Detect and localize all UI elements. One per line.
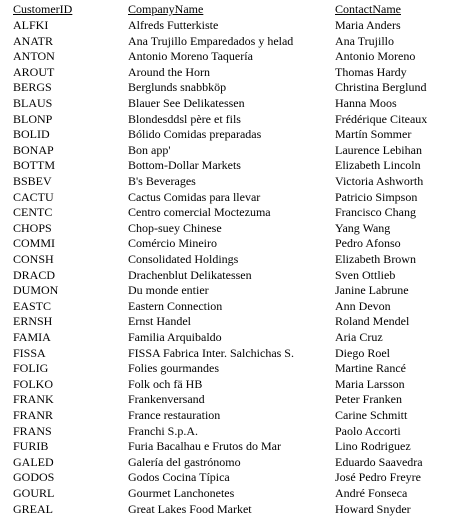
contact-name-cell: Laurence Lebihan (335, 142, 422, 157)
company-name-cell: Franchi S.p.A. (128, 423, 198, 438)
table-row (0, 298, 449, 314)
table-row (0, 251, 449, 267)
table-row (0, 345, 449, 361)
customer-id-cell: BONAP (13, 142, 54, 157)
table-row (0, 360, 449, 376)
customer-id-cell: BOLID (13, 127, 50, 142)
table-row (0, 189, 449, 205)
table-row (0, 391, 449, 407)
company-name-cell: Du monde entier (128, 283, 209, 298)
table-row (0, 173, 449, 189)
table-row (0, 220, 449, 236)
contact-name-cell: Elizabeth Lincoln (335, 158, 421, 173)
company-name-cell: Bólido Comidas preparadas (128, 127, 262, 142)
customer-id-cell: DUMON (13, 283, 59, 298)
table-row (0, 95, 449, 111)
customer-id-cell: ALFKI (13, 18, 49, 32)
customer-id-cell: CACTU (13, 189, 54, 204)
table-row (0, 267, 449, 283)
company-name-cell: Comércio Mineiro (128, 236, 217, 251)
contact-name-cell: Eduardo Saavedra (335, 454, 423, 469)
contact-name-cell: Martine Rancé (335, 361, 406, 376)
company-name-cell: Consolidated Holdings (128, 252, 239, 266)
customer-id-cell: BLAUS (13, 96, 53, 110)
customer-id-cell: FAMIA (13, 330, 51, 344)
customer-id-cell: GOURL (13, 486, 55, 500)
company-name-cell: Galería del gastrónomo (128, 454, 241, 469)
contact-name-cell: Patricio Simpson (335, 189, 418, 204)
table-row (0, 48, 449, 64)
company-name-cell: Ernst Handel (128, 314, 191, 329)
contact-name-cell: Antonio Moreno (335, 49, 416, 64)
column-header-customerid: CustomerID (13, 2, 73, 16)
table-row (0, 142, 449, 158)
contact-name-cell: José Pedro Freyre (335, 470, 421, 485)
contact-name-cell: Diego Roel (335, 345, 390, 360)
contact-name-cell: Carine Schmitt (335, 408, 408, 422)
company-name-cell: Centro comercial Moctezuma (128, 205, 271, 220)
contact-name-cell: Maria Larsson (335, 376, 405, 391)
customer-id-cell: AROUT (13, 64, 55, 79)
table-row (0, 33, 449, 49)
contact-name-cell: Hanna Moos (335, 96, 397, 110)
customer-id-cell: ANTON (13, 49, 55, 64)
customer-id-cell: FISSA (13, 345, 46, 360)
contact-name-cell: Roland Mendel (335, 314, 410, 329)
table-row (0, 17, 449, 33)
customer-id-cell: BLONP (13, 111, 53, 126)
contact-name-cell: Elizabeth Brown (335, 252, 416, 266)
company-name-cell: Furia Bacalhau e Frutos do Mar (128, 439, 281, 454)
customer-id-cell: FRANS (13, 423, 52, 438)
table-row (0, 204, 449, 220)
customer-id-cell: CHOPS (13, 220, 52, 235)
column-header-companyname: CompanyName (128, 2, 204, 16)
company-name-cell: Blondesddsl père et fils (128, 111, 241, 126)
company-name-cell: Eastern Connection (128, 298, 223, 313)
table-row (0, 126, 449, 142)
customer-id-cell: EASTC (13, 298, 52, 313)
company-name-cell: FISSA Fabrica Inter. Salchichas S. (128, 345, 294, 360)
company-name-cell: Cactus Comidas para llevar (128, 189, 261, 204)
table-row (0, 501, 449, 517)
company-name-cell: Blauer See Delikatessen (128, 96, 245, 110)
table-row (0, 454, 449, 470)
contact-name-cell: Aria Cruz (335, 330, 383, 344)
customer-id-cell: COMMI (13, 236, 56, 251)
table-row (0, 423, 449, 439)
company-name-cell: Folk och fä HB (128, 376, 203, 391)
table-row (0, 235, 449, 251)
customer-id-cell: GALED (13, 454, 54, 469)
customer-id-cell: FRANK (13, 392, 54, 407)
contact-name-cell: Howard Snyder (335, 501, 411, 516)
company-name-cell: Chop-suey Chinese (128, 220, 222, 235)
customer-id-cell: BOTTM (13, 158, 55, 173)
company-name-cell: France restauration (128, 408, 221, 422)
company-name-cell: Berglunds snabbköp (128, 80, 227, 95)
contact-name-cell: Christina Berglund (335, 80, 427, 95)
table-row (0, 438, 449, 454)
contact-name-cell: Peter Franken (335, 392, 402, 407)
contact-name-cell: Francisco Chang (335, 205, 416, 220)
table-row (0, 282, 449, 298)
customer-id-cell: GREAL (13, 501, 53, 516)
customer-id-cell: FRANR (13, 408, 54, 422)
table-row (0, 64, 449, 80)
contact-name-cell: Frédérique Citeaux (335, 111, 428, 126)
company-name-cell: Around the Horn (128, 64, 210, 79)
company-name-cell: Bottom-Dollar Markets (128, 158, 241, 173)
table-row (0, 111, 449, 127)
contact-name-cell: Martín Sommer (335, 127, 412, 142)
customer-id-cell: BERGS (13, 80, 52, 95)
company-name-cell: Folies gourmandes (128, 361, 219, 376)
table-row (0, 157, 449, 173)
customer-id-cell: ERNSH (13, 314, 53, 329)
company-name-cell: B's Beverages (128, 174, 196, 188)
company-name-cell: Ana Trujillo Emparedados y helad (128, 33, 294, 48)
customer-id-cell: CONSH (13, 252, 54, 266)
customer-id-cell: FOLKO (13, 376, 54, 391)
company-name-cell: Drachenblut Delikatessen (128, 267, 252, 282)
table-row (0, 469, 449, 485)
customer-id-cell: FOLIG (13, 361, 49, 376)
table-row (0, 485, 449, 501)
customer-id-cell: FURIB (13, 439, 49, 454)
customer-id-cell: GODOS (13, 470, 55, 485)
company-name-cell: Godos Cocina Típica (128, 470, 230, 485)
table-row (0, 313, 449, 329)
customer-id-cell: ANATR (13, 33, 54, 48)
company-name-cell: Great Lakes Food Market (128, 501, 252, 516)
contact-name-cell: Janine Labrune (335, 283, 409, 298)
contact-name-cell: Maria Anders (335, 18, 401, 32)
contact-name-cell: Victoria Ashworth (335, 174, 424, 188)
table-row (0, 329, 449, 345)
customer-id-cell: BSBEV (13, 174, 52, 188)
contact-name-cell: Pedro Afonso (335, 236, 401, 251)
company-name-cell: Alfreds Futterkiste (128, 18, 219, 32)
contact-name-cell: Paolo Accorti (335, 423, 401, 438)
customer-id-cell: DRACD (13, 267, 56, 282)
customer-id-cell: CENTC (13, 205, 53, 220)
contact-name-cell: Thomas Hardy (335, 64, 407, 79)
table-row (0, 376, 449, 392)
company-name-cell: Frankenversand (128, 392, 205, 407)
table-row (0, 79, 449, 95)
company-name-cell: Bon app' (128, 142, 171, 157)
company-name-cell: Familia Arquibaldo (128, 330, 222, 344)
header-row (0, 1, 449, 17)
company-name-cell: Antonio Moreno Taquería (128, 49, 253, 64)
company-name-cell: Gourmet Lanchonetes (128, 486, 235, 500)
contact-name-cell: André Fonseca (335, 486, 408, 500)
contact-name-cell: Yang Wang (335, 220, 391, 235)
contact-name-cell: Ann Devon (335, 298, 391, 313)
contact-name-cell: Sven Ottlieb (335, 267, 396, 282)
contact-name-cell: Ana Trujillo (335, 33, 395, 48)
contact-name-cell: Lino Rodriguez (335, 439, 411, 454)
table-row (0, 407, 449, 423)
column-header-contactname: ContactName (335, 2, 401, 16)
